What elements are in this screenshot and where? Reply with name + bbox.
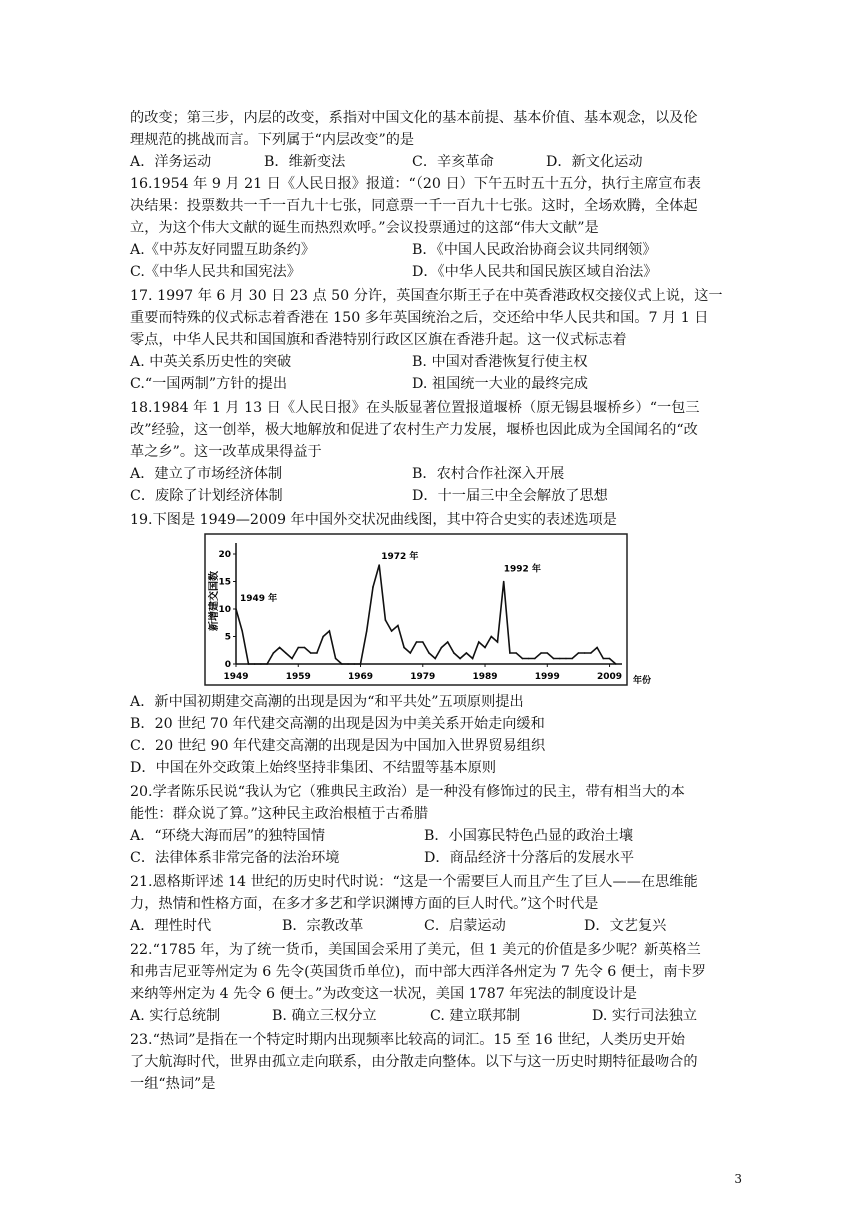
- data-point: [254, 663, 256, 665]
- option-b[interactable]: B．《中国人民政治协商会议共同纲领》: [412, 242, 657, 258]
- data-point: [434, 658, 436, 660]
- data-point: [297, 647, 299, 649]
- text-line: 重要而特殊的仪式标志着香港在 150 多年英国统治之后，交还给中华人民共和国。7 月 1 日: [130, 310, 709, 326]
- data-point: [509, 652, 511, 654]
- option-a[interactable]: A. 实行总统制: [130, 1008, 221, 1024]
- y-tick-label: 10: [218, 605, 231, 615]
- data-point: [291, 658, 293, 660]
- option-a[interactable]: A.《中苏友好同盟互助条约》: [130, 242, 316, 258]
- option-c[interactable]: C.《中华人民共和国宪法》: [130, 264, 301, 280]
- data-point: [403, 647, 405, 649]
- question-20: 20.学者陈乐民说“我认为它（雅典民主政治）是一种没有修饰过的民主，带有相当大的本: [130, 784, 685, 800]
- data-point: [571, 658, 573, 660]
- text-line: 立，为这个伟大文献的诞生而热烈欢呼。”会议投票通过的这部“伟大文献”是: [130, 220, 599, 236]
- data-point: [503, 581, 505, 583]
- question-17: 17. 1997 年 6 月 30 日 23 点 50 分许，英国查尔斯王子在中英香港政权交接仪式上说，这一: [130, 288, 723, 304]
- data-point: [534, 658, 536, 660]
- text-line: 零点，中华人民共和国国旗和香港特别行政区区旗在香港升起。这一仪式标志着: [130, 332, 627, 348]
- data-point: [273, 652, 275, 654]
- data-point: [378, 564, 380, 566]
- x-tick-label: 1989: [472, 672, 498, 682]
- data-point: [584, 652, 586, 654]
- data-point: [553, 658, 555, 660]
- text-line: 力，热情和性格方面，在多才多艺和学识渊博方面的巨人时代。”这个时代是: [130, 896, 599, 912]
- data-point: [578, 652, 580, 654]
- option-d[interactable]: D．商品经济十分落后的发展水平: [424, 850, 635, 866]
- y-tick-label: 5: [224, 632, 231, 643]
- data-point: [360, 663, 362, 665]
- text-line: 了大航海时代，世界由孤立走向联系，由分散走向整体。以下与这一历史时期特征最吻合的: [130, 1054, 698, 1070]
- data-point: [546, 652, 548, 654]
- option-d[interactable]: D. 祖国统一大业的最终完成: [412, 376, 588, 392]
- page-number: 3: [734, 1172, 742, 1186]
- option-d[interactable]: D．中国在外交政策上始终坚持非集团、不结盟等基本原则: [130, 760, 497, 776]
- data-point: [515, 652, 517, 654]
- data-point: [391, 630, 393, 632]
- series-line: [236, 565, 616, 664]
- data-point: [304, 647, 306, 649]
- data-point: [609, 658, 611, 660]
- data-point: [241, 630, 243, 632]
- y-axis-label: 新增建交国数: [209, 571, 220, 631]
- data-point: [478, 641, 480, 643]
- option-c[interactable]: C．废除了计划经济体制: [130, 488, 283, 504]
- question-19: 19.下图是 1949—2009 年中国外交状况曲线图，其中符合史实的表述选项是: [130, 512, 617, 528]
- option-d[interactable]: D．文艺复兴: [584, 918, 667, 934]
- y-tick-label: 20: [218, 550, 231, 560]
- x-tick-label: 1959: [285, 672, 311, 682]
- text-line: 来纳等州定为 4 先令 6 便士。”为改变这一状况，美国 1787 年宪法的制度设计是: [130, 986, 637, 1002]
- option-d[interactable]: D. 实行司法独立: [592, 1008, 698, 1024]
- option-c[interactable]: C．20 世纪 90 年代建交高潮的出现是因为中国加入世界贸易组织: [130, 738, 546, 754]
- data-point: [590, 652, 592, 654]
- option-a[interactable]: A．理性时代: [130, 918, 212, 934]
- text-line: 一组“热词”是: [130, 1076, 216, 1092]
- question-22: 22.“1785 年，为了统一货币，美国国会采用了美元，但 1 美元的价值是多少呢？新英格兰: [130, 942, 701, 958]
- x-tick-label: 1979: [410, 672, 436, 682]
- data-point: [279, 647, 281, 649]
- data-point: [472, 658, 474, 660]
- option-b[interactable]: B．维新变法: [264, 154, 346, 170]
- data-point: [428, 652, 430, 654]
- question-23: 23.“热词”是指在一个特定时期内出现频率比较高的词汇。15 至 16 世纪，人类历史开始: [130, 1032, 685, 1048]
- data-point: [416, 641, 418, 643]
- option-a[interactable]: A．建立了市场经济体制: [130, 466, 283, 482]
- y-tick-label: 0: [224, 660, 231, 670]
- option-a[interactable]: A．“环绕大海而居”的独特国情: [130, 828, 326, 844]
- peak-annotation: 1992 年: [503, 564, 541, 575]
- data-point: [385, 619, 387, 621]
- option-a[interactable]: A. 中英关系历史性的突破: [130, 354, 292, 370]
- question-21: 21.恩格斯评述 14 世纪的历史时代时说：“这是一个需要巨人而且产生了巨人——在思维能: [130, 874, 698, 890]
- option-b[interactable]: B. 确立三权分立: [272, 1008, 377, 1024]
- option-c[interactable]: C．法律体系非常完备的法治环境: [130, 850, 340, 866]
- option-c[interactable]: C. 建立联邦制: [430, 1008, 521, 1024]
- data-point: [353, 663, 355, 665]
- data-point: [366, 630, 368, 632]
- text-line: 能性：群众说了算。”这种民主政治根植于古希腊: [130, 806, 429, 822]
- data-point: [335, 658, 337, 660]
- text-line: 改”经验，这一创举，极大地解放和促进了农村生产力发展，堰桥也因此成为全国闻名的“改: [130, 422, 698, 438]
- text-line: 和弗吉尼亚等州定为 6 先令(英国货币单位)，而中部大西洋各州定为 7 先令 6 便士，南卡罗: [130, 964, 706, 980]
- data-point: [347, 663, 349, 665]
- question-18: 18.1984 年 1 月 13 日《人民日报》在头版显著位置报道堰桥（原无锡县堰桥乡）“一包三: [130, 400, 700, 416]
- data-point: [422, 641, 424, 643]
- peak-annotation: 1972 年: [381, 552, 419, 562]
- data-point: [596, 647, 598, 649]
- data-point: [341, 663, 343, 665]
- option-a[interactable]: A．洋务运动: [130, 154, 212, 170]
- question-16: 16.1954 年 9 月 21 日《人民日报》报道：“（20 日）下午五时五十五分，执行主席宣布表: [130, 176, 701, 192]
- option-c[interactable]: C．启蒙运动: [424, 918, 506, 934]
- data-point: [484, 647, 486, 649]
- peak-annotation: 1949 年: [240, 594, 278, 604]
- option-d[interactable]: D．新文化运动: [546, 154, 643, 170]
- data-point: [603, 658, 605, 660]
- data-point: [322, 636, 324, 638]
- data-point: [260, 663, 262, 665]
- data-point: [235, 608, 237, 610]
- x-axis-label: 年份: [633, 676, 652, 686]
- data-point: [615, 663, 617, 665]
- option-b[interactable]: B．农村合作社深入开展: [412, 466, 565, 482]
- data-point: [329, 630, 331, 632]
- option-d[interactable]: D．十一届三中全会解放了思想: [412, 488, 608, 504]
- data-point: [497, 641, 499, 643]
- option-d[interactable]: D．《中华人民共和国民族区域自治法》: [412, 264, 658, 280]
- option-b[interactable]: B. 中国对香港恢复行使主权: [412, 354, 588, 370]
- data-point: [266, 663, 268, 665]
- data-point: [490, 636, 492, 638]
- text-line: 决结果：投票数共一千一百九十七张，同意票一千一百九十七张。这时，全场欢腾，全体起: [130, 198, 698, 214]
- data-point: [285, 652, 287, 654]
- option-b[interactable]: B．宗教改革: [282, 918, 364, 934]
- data-point: [441, 647, 443, 649]
- data-point: [410, 652, 412, 654]
- data-point: [528, 658, 530, 660]
- text-line: 的改变；第三步，内层的改变，系指对中国文化的基本前提、基本价值、基本观念，以及伦: [130, 110, 698, 126]
- text-line: 革之乡”。这一改革成果得益于: [130, 444, 322, 460]
- x-tick-label: 1999: [534, 672, 560, 682]
- data-point: [453, 652, 455, 654]
- option-c[interactable]: C.“一国两制”方针的提出: [130, 376, 288, 392]
- data-point: [522, 658, 524, 660]
- data-point: [540, 652, 542, 654]
- x-tick-label: 1969: [347, 672, 374, 682]
- x-tick-label: 2009: [597, 672, 623, 682]
- data-point: [459, 658, 461, 660]
- data-point: [559, 658, 561, 660]
- data-point: [310, 652, 312, 654]
- data-point: [372, 586, 374, 588]
- option-b[interactable]: B．20 世纪 70 年代建交高潮的出现是因为中美关系开始走向缓和: [130, 716, 545, 732]
- text-line: 理规范的挑战而言。下列属于“内层改变”的是: [130, 132, 415, 148]
- data-point: [447, 641, 449, 643]
- data-point: [316, 652, 318, 654]
- y-tick-label: 15: [218, 577, 231, 588]
- data-point: [248, 663, 250, 665]
- data-point: [565, 658, 567, 660]
- chart-svg: [204, 533, 652, 691]
- data-point: [466, 652, 468, 654]
- option-a[interactable]: A．新中国初期建交高潮的出现是因为“和平共处”五项原则提出: [130, 694, 524, 710]
- option-c[interactable]: C．辛亥革命: [412, 154, 494, 170]
- x-tick-label: 1949: [223, 672, 249, 682]
- option-b[interactable]: B．小国寡民特色凸显的政治土壤: [424, 828, 634, 844]
- diplomacy-chart: [204, 533, 652, 691]
- data-point: [397, 625, 399, 627]
